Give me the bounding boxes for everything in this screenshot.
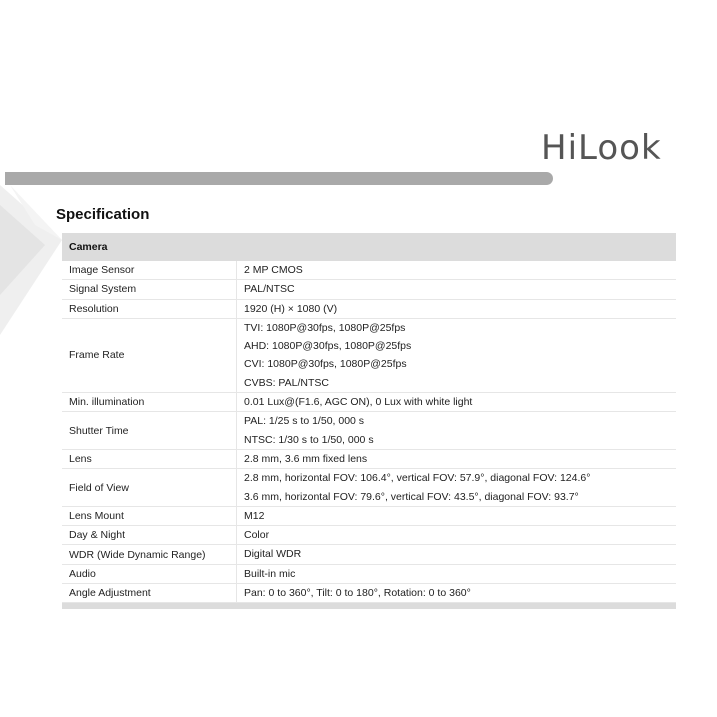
- row-label: Field of View: [62, 469, 237, 506]
- table-footer-strip: [62, 603, 676, 609]
- row-value: Built-in mic: [244, 567, 296, 580]
- row-label: Day & Night: [62, 526, 237, 544]
- header-bar: [5, 172, 553, 185]
- row-label: Min. illumination: [62, 393, 237, 411]
- row-label: Audio: [62, 565, 237, 583]
- row-value: TVI: 1080P@30fps, 1080P@25fps AHD: 1080P@30fps, 1080P@25fps CVI: 1080P@30fps, 1080P@25fps CVBS: PAL/NTSC: [244, 321, 412, 389]
- row-value: PAL: 1/25 s to 1/50, 000 s NTSC: 1/30 s to 1/50, 000 s: [244, 415, 374, 446]
- spec-table: [62, 233, 676, 609]
- row-label: Shutter Time: [62, 412, 237, 449]
- table-row: [62, 450, 676, 469]
- page-title: Specification: [56, 206, 150, 223]
- table-row: [62, 526, 676, 545]
- row-value: Color: [244, 529, 270, 542]
- row-value: 2 MP CMOS: [244, 264, 303, 276]
- table-row: [62, 469, 676, 507]
- row-label: Angle Adjustment: [62, 584, 237, 602]
- row-label: Lens: [62, 450, 237, 468]
- table-row: [62, 300, 676, 319]
- row-label: Signal System: [62, 280, 237, 298]
- table-row: [62, 584, 676, 603]
- table-row: [62, 319, 676, 393]
- table-row: [62, 412, 676, 450]
- hilook-logo: HiLook: [541, 128, 662, 168]
- section-header: Camera: [62, 233, 676, 261]
- row-label: WDR (Wide Dynamic Range): [62, 545, 237, 563]
- row-value: 2.8 mm, horizontal FOV: 106.4°, vertical FOV: 57.9°, diagonal FOV: 124.6° 3.6 mm, horizontal FOV: 79.6°, vertical FOV: 43.5°, diagonal FOV: 93.7°: [244, 472, 591, 503]
- table-row: [62, 565, 676, 584]
- row-value: 2.8 mm, 3.6 mm fixed lens: [244, 452, 368, 465]
- row-value: 1920 (H) × 1080 (V): [244, 302, 338, 315]
- table-row: [62, 393, 676, 412]
- row-value: M12: [244, 509, 265, 522]
- row-label: Resolution: [62, 300, 237, 318]
- row-label: Frame Rate: [62, 319, 237, 392]
- row-value: 0.01 Lux@(F1.6, AGC ON), 0 Lux with white light: [244, 396, 473, 409]
- table-row: [62, 280, 676, 299]
- row-value: PAL/NTSC: [244, 283, 295, 296]
- row-value: Digital WDR: [244, 548, 302, 561]
- row-label: Image Sensor: [62, 261, 237, 279]
- table-row: [62, 545, 676, 564]
- table-row: [62, 261, 676, 280]
- row-label: Lens Mount: [62, 507, 237, 525]
- row-value: Pan: 0 to 360°, Tilt: 0 to 180°, Rotation: 0 to 360°: [244, 587, 471, 600]
- table-row: [62, 507, 676, 526]
